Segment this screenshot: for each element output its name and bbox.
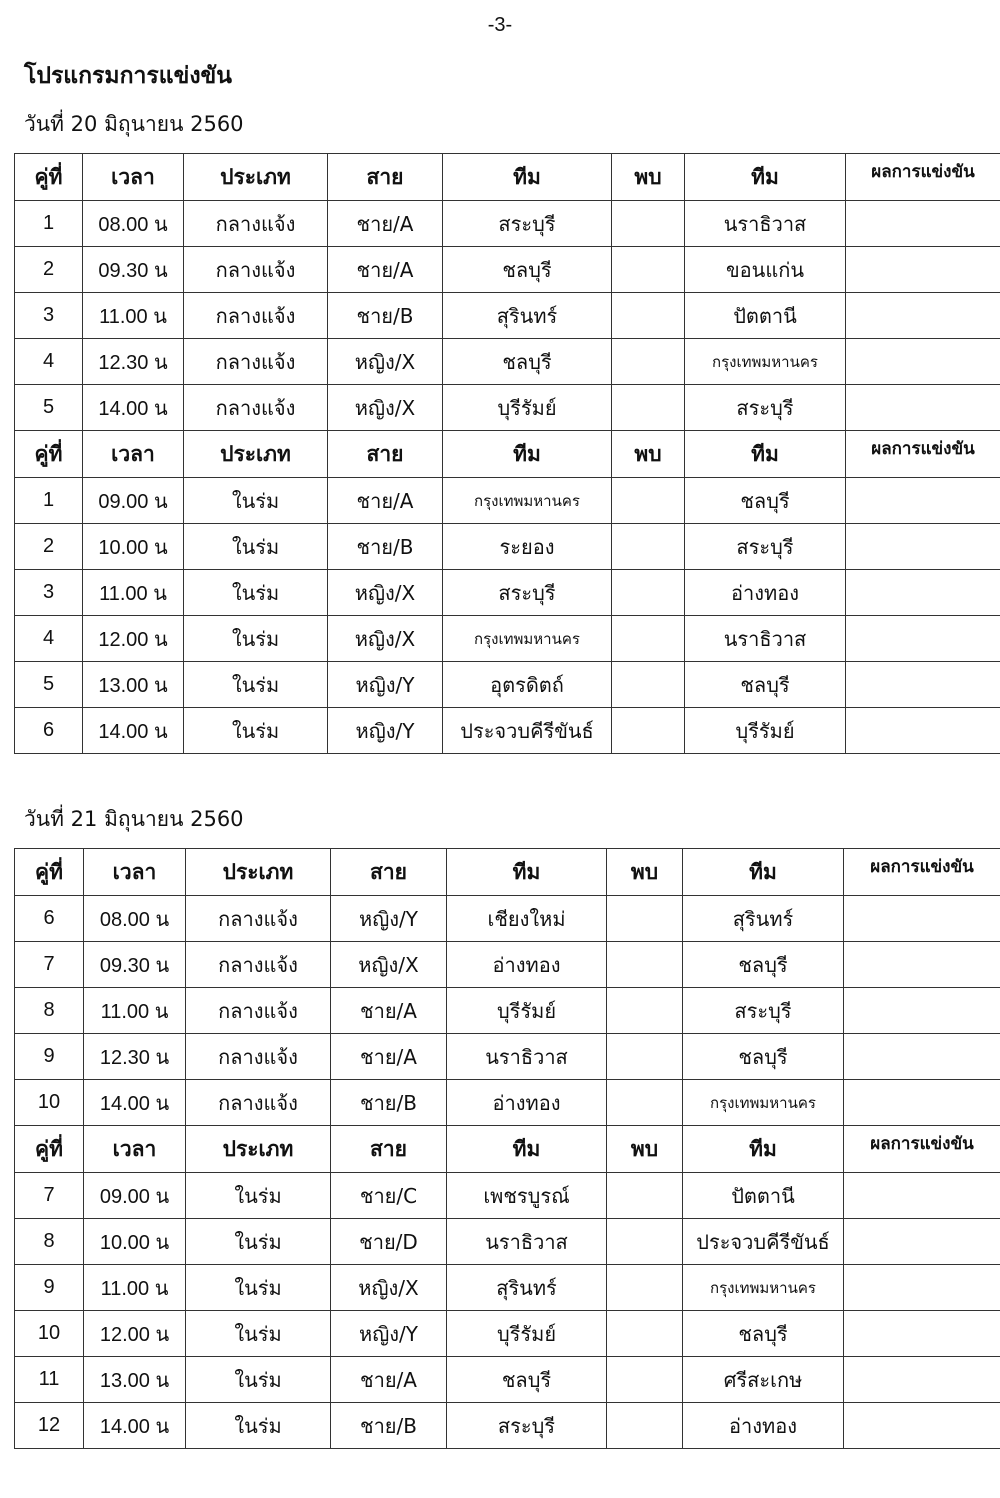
team-away: กรุงเทพมหานคร: [685, 339, 846, 385]
versus: [612, 339, 685, 385]
team-away: นราธิวาส: [685, 616, 846, 662]
match-number: 7: [15, 1173, 84, 1219]
match-group: ชาย/A: [328, 201, 443, 247]
match-group: หญิง/X: [328, 339, 443, 385]
match-time: 09.30 น: [84, 942, 186, 988]
match-type: กลางแจ้ง: [186, 1080, 331, 1126]
table-row: [15, 1219, 1000, 1265]
match-time: 09.30 น: [83, 247, 184, 293]
match-number: 5: [15, 385, 83, 431]
team-home: สระบุรี: [447, 1403, 607, 1449]
match-type: ในร่ม: [184, 616, 328, 662]
versus: [612, 616, 685, 662]
column-header-versus: พบ: [607, 849, 683, 896]
table-row: [15, 616, 1000, 662]
page-title: โปรแกรมการแข่งขัน: [24, 63, 232, 89]
table-row: [15, 201, 1000, 247]
table-row: [15, 478, 1000, 524]
team-home: อ่างทอง: [447, 942, 607, 988]
column-header-match-time: เวลา: [83, 154, 184, 201]
versus: [607, 896, 683, 942]
versus: [607, 1265, 683, 1311]
match-group: ชาย/A: [331, 1034, 447, 1080]
versus: [612, 247, 685, 293]
match-number: 3: [15, 570, 83, 616]
table-row: [15, 339, 1000, 385]
match-time: 12.00 น: [83, 616, 184, 662]
match-type: ในร่ม: [184, 662, 328, 708]
match-group: ชาย/A: [328, 478, 443, 524]
versus: [612, 524, 685, 570]
versus: [607, 1219, 683, 1265]
column-header-match-group: สาย: [331, 1126, 447, 1173]
match-type: ในร่ม: [186, 1173, 331, 1219]
versus: [612, 478, 685, 524]
versus: [612, 293, 685, 339]
match-number: 9: [15, 1034, 84, 1080]
match-result: [846, 708, 1000, 754]
match-result: [846, 662, 1000, 708]
team-home: อุตรดิตถ์: [443, 662, 612, 708]
match-number: 11: [15, 1357, 84, 1403]
column-header-match-group: สาย: [328, 431, 443, 478]
match-result: [846, 524, 1000, 570]
team-away: สุรินทร์: [683, 896, 844, 942]
match-type: ในร่ม: [184, 478, 328, 524]
match-group: ชาย/A: [328, 247, 443, 293]
column-header-match-time: เวลา: [84, 1126, 186, 1173]
match-number: 5: [15, 662, 83, 708]
table-row: [15, 988, 1000, 1034]
versus: [607, 1311, 683, 1357]
column-header-versus: พบ: [612, 154, 685, 201]
column-header-match-result: ผลการแข่งขัน: [846, 154, 1000, 201]
match-type: ในร่ม: [186, 1403, 331, 1449]
match-number: 8: [15, 988, 84, 1034]
team-home: อ่างทอง: [447, 1080, 607, 1126]
table-row: [15, 1034, 1000, 1080]
match-result: [844, 1357, 1000, 1403]
match-group: หญิง/Y: [331, 896, 447, 942]
date-heading-day2: วันที่ 21 มิถุนายน 2560: [24, 807, 244, 831]
team-away: ชลบุรี: [685, 662, 846, 708]
table-row: [15, 708, 1000, 754]
match-number: 10: [15, 1311, 84, 1357]
match-time: 11.00 น: [83, 293, 184, 339]
match-result: [844, 1080, 1000, 1126]
versus: [612, 570, 685, 616]
match-number: 6: [15, 896, 84, 942]
team-away: ประจวบคีรีขันธ์: [683, 1219, 844, 1265]
column-header-versus: พบ: [612, 431, 685, 478]
team-away: ชลบุรี: [685, 478, 846, 524]
match-number: 12: [15, 1403, 84, 1449]
match-result: [846, 478, 1000, 524]
match-group: หญิง/X: [331, 1265, 447, 1311]
match-group: หญิง/X: [328, 385, 443, 431]
match-number: 7: [15, 942, 84, 988]
versus: [612, 708, 685, 754]
table-row: [15, 896, 1000, 942]
match-result: [846, 570, 1000, 616]
team-home: นราธิวาส: [447, 1034, 607, 1080]
column-header-match-type: ประเภท: [186, 849, 331, 896]
table-header-row: [15, 431, 1000, 478]
column-header-team-home: ทีม: [447, 1126, 607, 1173]
team-home: ชลบุรี: [443, 339, 612, 385]
match-group: หญิง/X: [331, 942, 447, 988]
table-row: [15, 1311, 1000, 1357]
match-number: 9: [15, 1265, 84, 1311]
team-away: ขอนแก่น: [685, 247, 846, 293]
match-group: หญิง/X: [328, 570, 443, 616]
team-away: ชลบุรี: [683, 1034, 844, 1080]
match-type: กลางแจ้ง: [184, 247, 328, 293]
column-header-match-result: ผลการแข่งขัน: [844, 849, 1000, 896]
match-type: กลางแจ้ง: [184, 385, 328, 431]
match-group: ชาย/B: [331, 1403, 447, 1449]
versus: [607, 1173, 683, 1219]
match-group: ชาย/C: [331, 1173, 447, 1219]
match-result: [844, 1034, 1000, 1080]
match-result: [844, 1219, 1000, 1265]
team-away: ชลบุรี: [683, 942, 844, 988]
team-home: กรุงเทพมหานคร: [443, 616, 612, 662]
page-number: -3-: [487, 14, 513, 36]
match-result: [844, 1265, 1000, 1311]
team-home: บุรีรัมย์: [447, 1311, 607, 1357]
match-result: [844, 1403, 1000, 1449]
match-type: กลางแจ้ง: [184, 201, 328, 247]
match-time: 13.00 น: [84, 1357, 186, 1403]
table-row: [15, 662, 1000, 708]
match-number: 1: [15, 201, 83, 247]
match-type: กลางแจ้ง: [186, 1034, 331, 1080]
team-away: กรุงเทพมหานคร: [683, 1080, 844, 1126]
team-home: ชลบุรี: [443, 247, 612, 293]
match-group: ชาย/D: [331, 1219, 447, 1265]
column-header-match-number: คู่ที่: [15, 431, 83, 478]
schedule-table-day1: [14, 153, 1000, 754]
team-home: เชียงใหม่: [447, 896, 607, 942]
match-time: 10.00 น: [84, 1219, 186, 1265]
match-result: [844, 1173, 1000, 1219]
team-home: บุรีรัมย์: [447, 988, 607, 1034]
column-header-match-type: ประเภท: [186, 1126, 331, 1173]
match-result: [846, 201, 1000, 247]
match-result: [846, 385, 1000, 431]
team-away: นราธิวาส: [685, 201, 846, 247]
column-header-team-home: ทีม: [443, 154, 612, 201]
team-away: ชลบุรี: [683, 1311, 844, 1357]
match-time: 08.00 น: [84, 896, 186, 942]
match-number: 1: [15, 478, 83, 524]
match-group: หญิง/Y: [331, 1311, 447, 1357]
match-time: 10.00 น: [83, 524, 184, 570]
versus: [607, 942, 683, 988]
match-time: 11.00 น: [84, 1265, 186, 1311]
team-home: ระยอง: [443, 524, 612, 570]
table-row: [15, 1357, 1000, 1403]
team-home: สุรินทร์: [443, 293, 612, 339]
column-header-team-away: ทีม: [683, 1126, 844, 1173]
team-away: อ่างทอง: [683, 1403, 844, 1449]
match-result: [844, 942, 1000, 988]
match-group: ชาย/B: [331, 1080, 447, 1126]
team-away: ศรีสะเกษ: [683, 1357, 844, 1403]
match-number: 2: [15, 524, 83, 570]
team-home: เพชรบูรณ์: [447, 1173, 607, 1219]
match-type: กลางแจ้ง: [184, 339, 328, 385]
match-number: 4: [15, 616, 83, 662]
team-home: กรุงเทพมหานคร: [443, 478, 612, 524]
versus: [607, 988, 683, 1034]
team-away: สระบุรี: [685, 385, 846, 431]
column-header-team-home: ทีม: [447, 849, 607, 896]
team-away: สระบุรี: [683, 988, 844, 1034]
match-result: [846, 339, 1000, 385]
match-type: กลางแจ้ง: [186, 896, 331, 942]
match-number: 3: [15, 293, 83, 339]
table-row: [15, 293, 1000, 339]
table-header-row: [15, 1126, 1000, 1173]
match-time: 12.30 น: [83, 339, 184, 385]
date-heading-day1: วันที่ 20 มิถุนายน 2560: [24, 112, 244, 136]
column-header-match-group: สาย: [331, 849, 447, 896]
versus: [612, 385, 685, 431]
column-header-team-away: ทีม: [685, 154, 846, 201]
versus: [607, 1080, 683, 1126]
column-header-match-result: ผลการแข่งขัน: [846, 431, 1000, 478]
match-time: 09.00 น: [83, 478, 184, 524]
match-result: [846, 247, 1000, 293]
match-type: ในร่ม: [186, 1311, 331, 1357]
match-group: ชาย/B: [328, 524, 443, 570]
match-result: [846, 616, 1000, 662]
column-header-versus: พบ: [607, 1126, 683, 1173]
match-type: ในร่ม: [184, 570, 328, 616]
match-number: 10: [15, 1080, 84, 1126]
match-type: กลางแจ้ง: [186, 988, 331, 1034]
team-home: บุรีรัมย์: [443, 385, 612, 431]
team-away: สระบุรี: [685, 524, 846, 570]
column-header-team-away: ทีม: [685, 431, 846, 478]
match-time: 12.00 น: [84, 1311, 186, 1357]
team-away: บุรีรัมย์: [685, 708, 846, 754]
match-type: ในร่ม: [184, 708, 328, 754]
match-time: 08.00 น: [83, 201, 184, 247]
team-away: ปัตตานี: [683, 1173, 844, 1219]
match-result: [844, 1311, 1000, 1357]
column-header-match-group: สาย: [328, 154, 443, 201]
table-header-row: [15, 849, 1000, 896]
team-away: ปัตตานี: [685, 293, 846, 339]
match-type: ในร่ม: [186, 1219, 331, 1265]
match-group: ชาย/B: [328, 293, 443, 339]
team-away: กรุงเทพมหานคร: [683, 1265, 844, 1311]
versus: [612, 201, 685, 247]
team-away: อ่างทอง: [685, 570, 846, 616]
column-header-match-number: คู่ที่: [15, 1126, 84, 1173]
column-header-match-time: เวลา: [84, 849, 186, 896]
table-row: [15, 570, 1000, 616]
table-row: [15, 247, 1000, 293]
table-row: [15, 1080, 1000, 1126]
column-header-match-result: ผลการแข่งขัน: [844, 1126, 1000, 1173]
column-header-team-home: ทีม: [443, 431, 612, 478]
versus: [607, 1357, 683, 1403]
column-header-team-away: ทีม: [683, 849, 844, 896]
match-number: 2: [15, 247, 83, 293]
table-row: [15, 1173, 1000, 1219]
schedule-table-day2: [14, 848, 1000, 1449]
team-home: นราธิวาส: [447, 1219, 607, 1265]
table-row: [15, 385, 1000, 431]
match-number: 6: [15, 708, 83, 754]
match-result: [846, 293, 1000, 339]
table-row: [15, 942, 1000, 988]
table-header-row: [15, 154, 1000, 201]
match-group: ชาย/A: [331, 988, 447, 1034]
match-group: หญิง/Y: [328, 708, 443, 754]
column-header-match-type: ประเภท: [184, 154, 328, 201]
match-result: [844, 896, 1000, 942]
match-group: หญิง/Y: [328, 662, 443, 708]
match-time: 09.00 น: [84, 1173, 186, 1219]
team-home: สุรินทร์: [447, 1265, 607, 1311]
match-time: 14.00 น: [84, 1080, 186, 1126]
match-result: [844, 988, 1000, 1034]
table-row: [15, 524, 1000, 570]
column-header-match-time: เวลา: [83, 431, 184, 478]
match-time: 13.00 น: [83, 662, 184, 708]
column-header-match-number: คู่ที่: [15, 154, 83, 201]
team-home: ชลบุรี: [447, 1357, 607, 1403]
match-time: 11.00 น: [83, 570, 184, 616]
versus: [612, 662, 685, 708]
match-time: 14.00 น: [83, 708, 184, 754]
match-type: ในร่ม: [184, 524, 328, 570]
match-type: กลางแจ้ง: [186, 942, 331, 988]
team-home: ประจวบคีรีขันธ์: [443, 708, 612, 754]
match-type: ในร่ม: [186, 1265, 331, 1311]
match-time: 12.30 น: [84, 1034, 186, 1080]
team-home: สระบุรี: [443, 570, 612, 616]
match-number: 8: [15, 1219, 84, 1265]
match-time: 14.00 น: [83, 385, 184, 431]
column-header-match-type: ประเภท: [184, 431, 328, 478]
table-row: [15, 1265, 1000, 1311]
match-type: กลางแจ้ง: [184, 293, 328, 339]
match-time: 11.00 น: [84, 988, 186, 1034]
match-group: ชาย/A: [331, 1357, 447, 1403]
column-header-match-number: คู่ที่: [15, 849, 84, 896]
table-row: [15, 1403, 1000, 1449]
match-number: 4: [15, 339, 83, 385]
team-home: สระบุรี: [443, 201, 612, 247]
match-time: 14.00 น: [84, 1403, 186, 1449]
versus: [607, 1403, 683, 1449]
match-group: หญิง/X: [328, 616, 443, 662]
versus: [607, 1034, 683, 1080]
match-type: ในร่ม: [186, 1357, 331, 1403]
